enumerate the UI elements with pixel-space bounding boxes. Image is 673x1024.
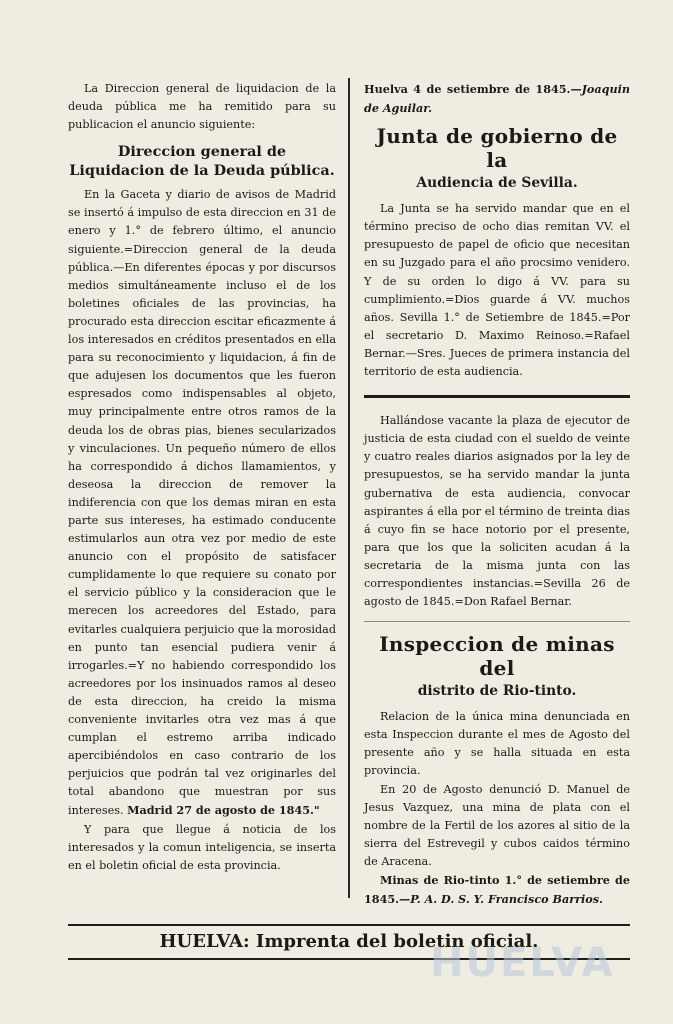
- right-column: [364, 80, 630, 909]
- column-divider: [348, 78, 350, 898]
- left-body-paragraph: [68, 186, 336, 820]
- signature-name: —Joaquin de Aguilar.: [364, 82, 630, 116]
- watermark-logo: HUELVA: [430, 940, 615, 986]
- left-body-date: Madrid 27 de agosto de 1845.": [127, 803, 320, 818]
- section-separator: [364, 395, 630, 398]
- thin-separator: [364, 621, 630, 622]
- minas-heading: Inspeccion de minas del: [379, 632, 615, 681]
- minas-date: Minas de Rio-tinto 1.° de setiembre de 1845.: [364, 873, 630, 907]
- junta-heading: Junta de gobierno de la: [376, 124, 618, 173]
- left-column: [68, 80, 336, 875]
- intro-paragraph: La Direccion general de liquidacion de la deuda pública me ha remitido para su publicacion el anuncio siguiente:: [68, 82, 336, 132]
- left-body-text: En la Gaceta y diario de avisos de Madrid se insertó á impulso de esta direccion en 31 de enero y 1.° de febrero último, el anuncio siguiente.=Direccion general de la deuda pública.—En diferentes épocas y por discursos medios simultáneamente incluso el de los boletines oficiales de las provincias, ha procurado esta direccion escitar eficazmente á los interesados en créditos presentados en ella para su reconocimiento y liquidacion, á fin de que adujesen los documentos que les fueron espresados como indispensables al objeto, muy principalmente entre otros ramos de la deuda los de obras pias, bienes secularizados y vinculaciones. Un pequeño número de ellos ha correspondido á dichos llamamientos, y deseosa la direccion de remover la indiferencia con que los demas miran en esta parte sus intereses, ha estimado conducente estimularlos aun otra vez por medio de este anuncio con el propósito de satisfacer cumplidamente lo que requiere su conato por el servicio público y la consideracion que le merecen los acreedores del Estado, para evitarles cualquiera perjuicio que la morosidad en punto tan esencial pudiera venir á irrogarles.=Y no habiendo correspondido los acreedores por los insinuados ramos al deseo de esta direccion, ha creido la misma conveniente invitarles otra vez mas á que cumplan el estremo arriba indicado apercibiéndolos en caso contrario de los perjuicios que podrán tal vez originarles del total abandono que muestran por sus intereses.: [68, 188, 336, 818]
- minas-paragraph-1: Relacion de la única mina denunciada en esta Inspeccion durante el mes de Agosto del presente año y se halla situada en esta provincia.: [364, 710, 630, 778]
- minas-closing: [364, 871, 630, 909]
- signature-date: Huelva 4 de setiembre de 1845.: [364, 82, 571, 96]
- left-closing-paragraph: Y para que llegue á noticia de los interesados y la comun inteligencia, se inserta en el boletin oficial de esta provincia.: [68, 822, 336, 872]
- junta-subheading: Audiencia de Sevilla.: [416, 175, 578, 192]
- imprint-footer: HUELVA: Imprenta del boletin oficial.: [159, 931, 539, 952]
- minas-paragraph-2: En 20 de Agosto denunció D. Manuel de Jesus Vazquez, una mina de plata con el nombre de la Fertil de los azores al sitio de la sierra del Estrevegil y cubos caidos término de Aracena.: [364, 782, 630, 868]
- footer-rule-top: [68, 924, 630, 926]
- signature-line: [364, 80, 630, 118]
- left-section-heading: Direccion general de Liquidacion de la Deuda pública.: [69, 143, 335, 180]
- minas-signature: —P. A. D. S. Y. Francisco Barrios.: [399, 892, 603, 907]
- vacancy-notice: Hallándose vacante la plaza de ejecutor de justicia de esta ciudad con el sueldo de veinte y cuatro reales diarios asignados por la ley de presupuestos, se ha servido mandar la junta gubernativa de esta audiencia, convocar aspirantes á ella por el término de treinta dias á cuyo fin se hace notorio por el presente, para que los que la soliciten acudan á la secretaria de la misma junta con las correspondientes instancias.=Sevilla 26 de agosto de 1845.=Don Rafael Bernar.: [364, 414, 630, 609]
- minas-subheading: distrito de Rio-tinto.: [417, 683, 577, 700]
- junta-body: La Junta se ha servido mandar que en el término preciso de ocho dias remitan VV. el presupuesto de papel de oficio que necesitan en su Juzgado para el año procsimo venidero. Y de su orden lo digo á VV. para su cumplimiento.=Dios guarde á VV. muchos años. Sevilla 1.° de Setiembre de 1845.=Por el secretario D. Maximo Reinoso.=Rafael Bernar.—Sres. Jueces de primera instancia del territorio de esta audiencia.: [364, 202, 630, 379]
